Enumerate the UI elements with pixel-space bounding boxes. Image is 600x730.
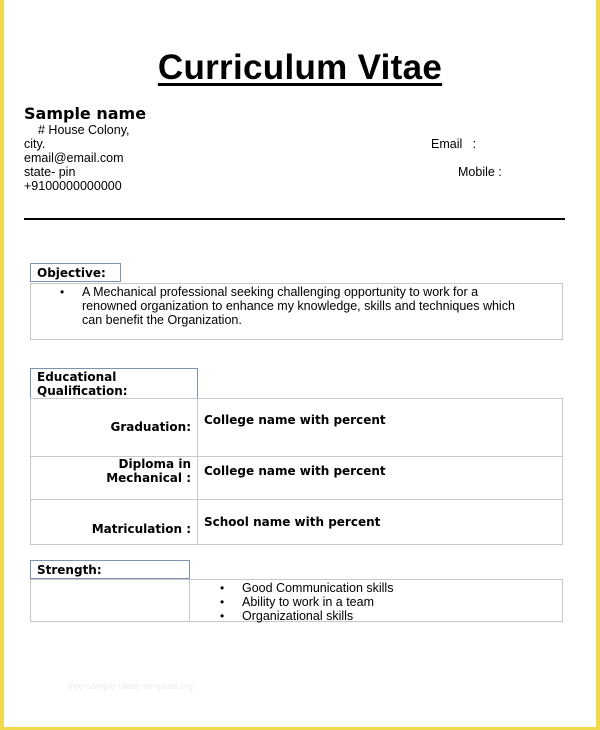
strength-item: • Good Communication skills [220,581,393,595]
candidate-name: Sample name [24,104,147,123]
resume-page [4,0,596,727]
document-title [4,48,596,88]
objective-line-2: renowned organization to enhance my knowledge, skills and techniques which [82,299,515,313]
education-label-diploma-line-2: Mechanical : [106,471,191,485]
objective-item [60,285,560,327]
education-column-divider [197,398,198,545]
education-value-graduation: College name with percent [204,413,386,427]
strength-item: • Organizational skills [220,609,393,623]
phone-text: +9100000000000 [24,179,122,193]
mobile-label: Mobile : [458,165,502,179]
email-label: Email : [431,137,477,151]
objective-line-3: can benefit the Organization. [82,313,242,327]
address-line-2: city. [24,137,46,151]
education-value-diploma: College name with percent [204,464,386,478]
state-pin-text: state- pin [24,165,76,179]
title-text: Curriculum Vitae [157,48,443,87]
watermark-text: free-sample-ideas-template.org [68,681,194,691]
education-label-matriculation: Matriculation : [91,522,191,536]
education-heading [30,368,198,399]
email-text: email@email.com [24,151,124,165]
address-line-1: # House Colony, [38,123,130,137]
objective-heading: Objective: [30,263,121,282]
strength-column-divider [189,579,190,622]
education-value-matriculation: School name with percent [204,515,381,529]
strength-list [220,581,393,623]
education-row-divider [30,499,563,500]
objective-list [60,285,560,327]
education-heading-line-2: Qualification: [37,384,128,398]
objective-line-1: A Mechanical professional seeking challenging opportunity to work for a [82,285,479,299]
education-label-graduation: Graduation: [110,420,191,434]
strength-heading: Strength: [30,560,190,579]
header-divider [24,218,565,220]
education-heading-line-1: Educational [37,370,117,384]
education-label-diploma-line-1: Diploma in [118,457,191,471]
strength-item: • Ability to work in a team [220,595,393,609]
